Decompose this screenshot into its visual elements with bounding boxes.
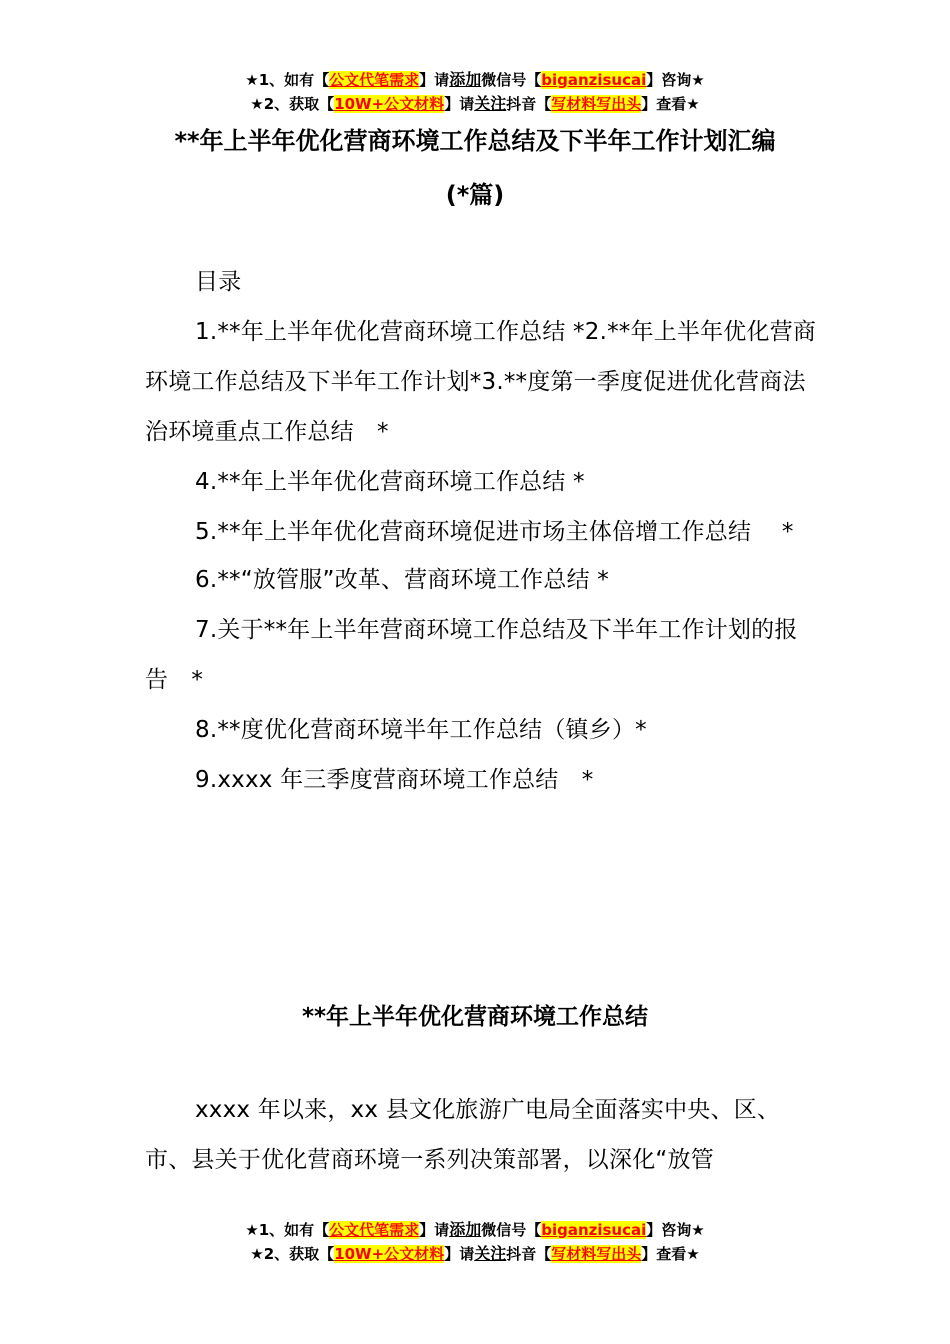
promo-banner-bottom xyxy=(0,1218,950,1266)
highlight-douyin-account: 写材料写出头 xyxy=(551,95,642,113)
promo-line-2: ★2、获取【10W+公文材料】请关注抖音【写材料写出头】查看★ xyxy=(250,94,700,113)
promo-line-1: ★1、如有【公文代笔需求】请添加微信号【biganzisucai】咨询★ xyxy=(245,1220,705,1239)
toc-heading: 目录 xyxy=(195,269,242,295)
highlight-wechat-id: biganzisucai xyxy=(541,71,647,89)
document-subtitle: (*篇) xyxy=(445,181,505,209)
highlight-service: 公文代笔需求 xyxy=(329,71,420,89)
toc-item: 9.xxxx 年三季度营商环境工作总结 * xyxy=(195,767,594,793)
highlight-wechat-id: biganzisucai xyxy=(541,1221,647,1239)
promo-banner-top xyxy=(0,68,950,116)
toc-item: 1.**年上半年优化营商环境工作总结 *2.**年上半年优化营商环境工作总结及下半年工作计划*3.**度第一季度促进优化营商法治环境重点工作总结 * xyxy=(145,319,817,445)
promo-line-2: ★2、获取【10W+公文材料】请关注抖音【写材料写出头】查看★ xyxy=(250,1244,700,1263)
toc-item: 6.**“放管服”改革、营商环境工作总结 * xyxy=(195,567,609,593)
table-of-contents xyxy=(145,257,817,805)
highlight-materials: 10W+公文材料 xyxy=(334,95,445,113)
highlight-douyin-account: 写材料写出头 xyxy=(551,1245,642,1263)
toc-item: 4.**年上半年优化营商环境工作总结 * xyxy=(195,469,585,495)
highlight-materials: 10W+公文材料 xyxy=(334,1245,445,1263)
toc-item: 8.**度优化营商环境半年工作总结（镇乡）* xyxy=(195,717,647,743)
document-title: **年上半年优化营商环境工作总结及下半年工作计划汇编 xyxy=(174,127,776,155)
highlight-service: 公文代笔需求 xyxy=(329,1221,420,1239)
paragraph: xxxx 年以来，xx 县文化旅游广电局全面落实中央、区、市、县关于优化营商环境一系列决策部署，以深化“放管 xyxy=(145,1097,781,1173)
section-title: **年上半年优化营商环境工作总结 xyxy=(301,1004,649,1030)
toc-item: 5.**年上半年优化营商环境促进市场主体倍增工作总结 * xyxy=(195,519,794,545)
toc-item: 7.关于**年上半年营商环境工作总结及下半年工作计划的报告 * xyxy=(145,617,798,693)
promo-line-1: ★1、如有【公文代笔需求】请添加微信号【biganzisucai】咨询★ xyxy=(245,70,705,89)
section-body xyxy=(145,1085,817,1185)
